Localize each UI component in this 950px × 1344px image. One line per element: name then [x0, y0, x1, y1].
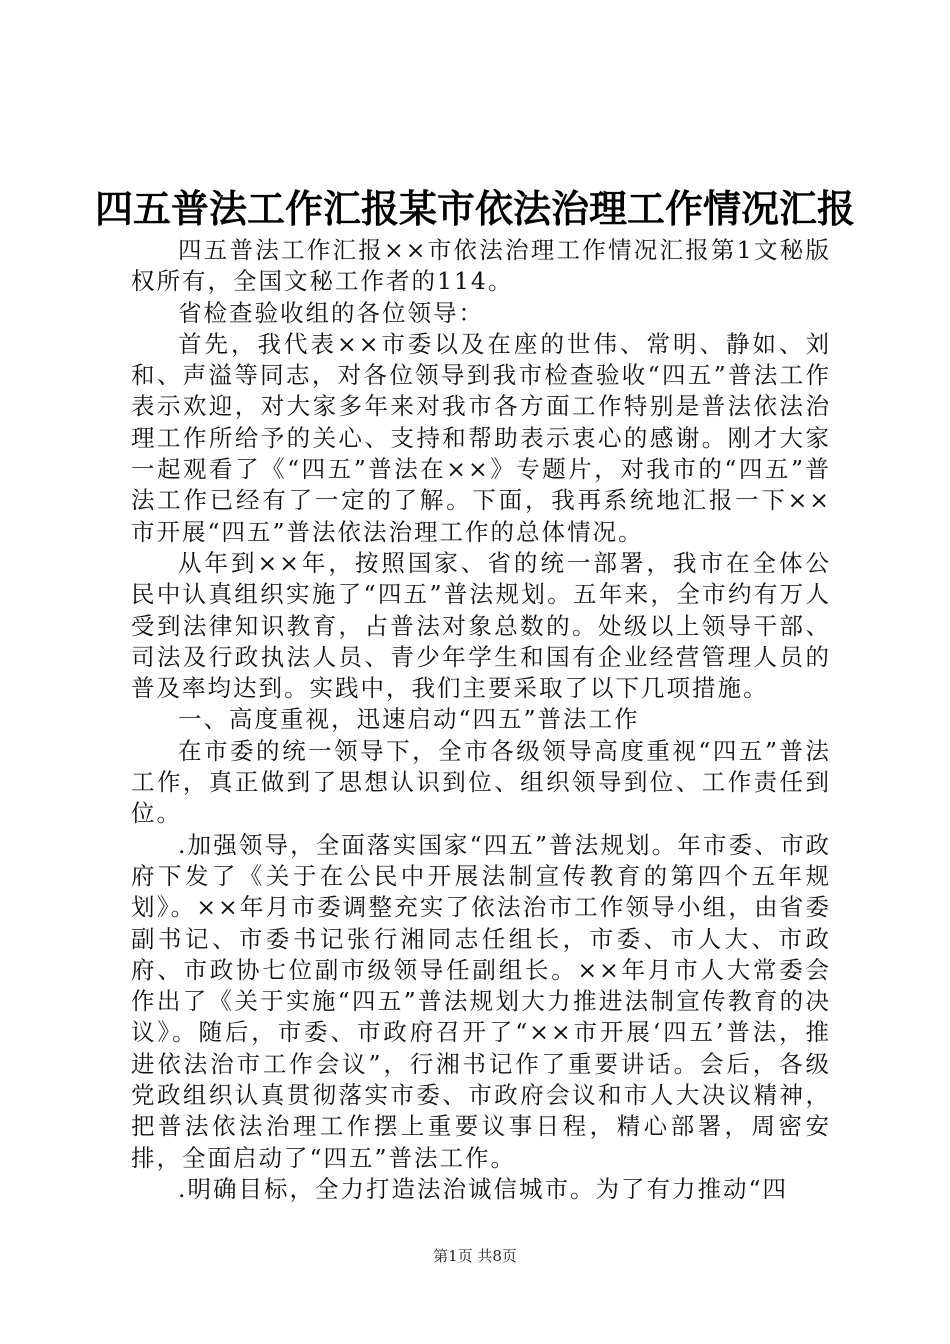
paragraph-salutation: 省检查验收组的各位领导：	[178, 298, 484, 327]
paragraph-opening: 首先，我代表××市委以及在座的世伟、常明、静如、刘和、声溢等同志，对各位领导到我市检查验收“四五”普法工作表示欢迎，对大家多年来对我市各方面工作特别是普法依法治理工作所给予的关心、支持和帮助表示衷心的感谢。刚才大家一起观看了《“四五”普法在××》专题片，对我市的“四五”普法工作已经有了一定的了解。下面，我再系统地汇报一下××市开展“四五”普法依法治理工作的总体情况。	[131, 329, 831, 546]
section-heading-1: 一、高度重视，迅速启动“四五”普法工作	[178, 705, 640, 734]
paragraph-section-1-intro: 在市委的统一领导下，全市各级领导高度重视“四五”普法工作，真正做到了思想认识到位、组织领导到位、工作责任到位。	[131, 736, 831, 828]
page-footer: 第1页 共8页	[433, 1247, 517, 1265]
paragraph-strengthen-leadership: .加强领导，全面落实国家“四五”普法规划。年市委、市政府下发了《关于在公民中开展法制宣传教育的第四个五年规划》。××年月市委调整充实了依法治市工作领导小组，由省委副书记、市委书记张行湘同志任组长，市委、市人大、市政府、市政协七位副市级领导任副组长。××年月市人大常委会作出了《关于实施“四五”普法规划大力推进法制宣传教育的决议》。随后，市委、市政府召开了“××市开展‘四五’普法，推进依法治市工作会议”，行湘书记作了重要讲话。会后，各级党政组织认真贯彻落实市委、市政府会议和市人大决议精神，把普法依法治理工作摆上重要议事日程，精心部署，周密安排，全面启动了“四五”普法工作。	[131, 830, 831, 1172]
document-body	[131, 235, 831, 1205]
document-title: 四五普法工作汇报某市依法治理工作情况汇报	[94, 186, 855, 231]
paragraph-intro: 四五普法工作汇报××市依法治理工作情况汇报第1文秘版权所有，全国文秘工作者的114。	[131, 236, 831, 296]
paragraph-overview: 从年到××年，按照国家、省的统一部署，我市在全体公民中认真组织实施了“四五”普法规划。五年来，全市约有万人受到法律知识教育，占普法对象总数的。处级以上领导干部、司法及行政执法人员、青少年学生和国有企业经营管理人员的普及率均达到。实践中，我们主要采取了以下几项措施。	[131, 548, 831, 703]
paragraph-clear-goals: .明确目标，全力打造法治诚信城市。为了有力推动“四	[178, 1174, 788, 1203]
